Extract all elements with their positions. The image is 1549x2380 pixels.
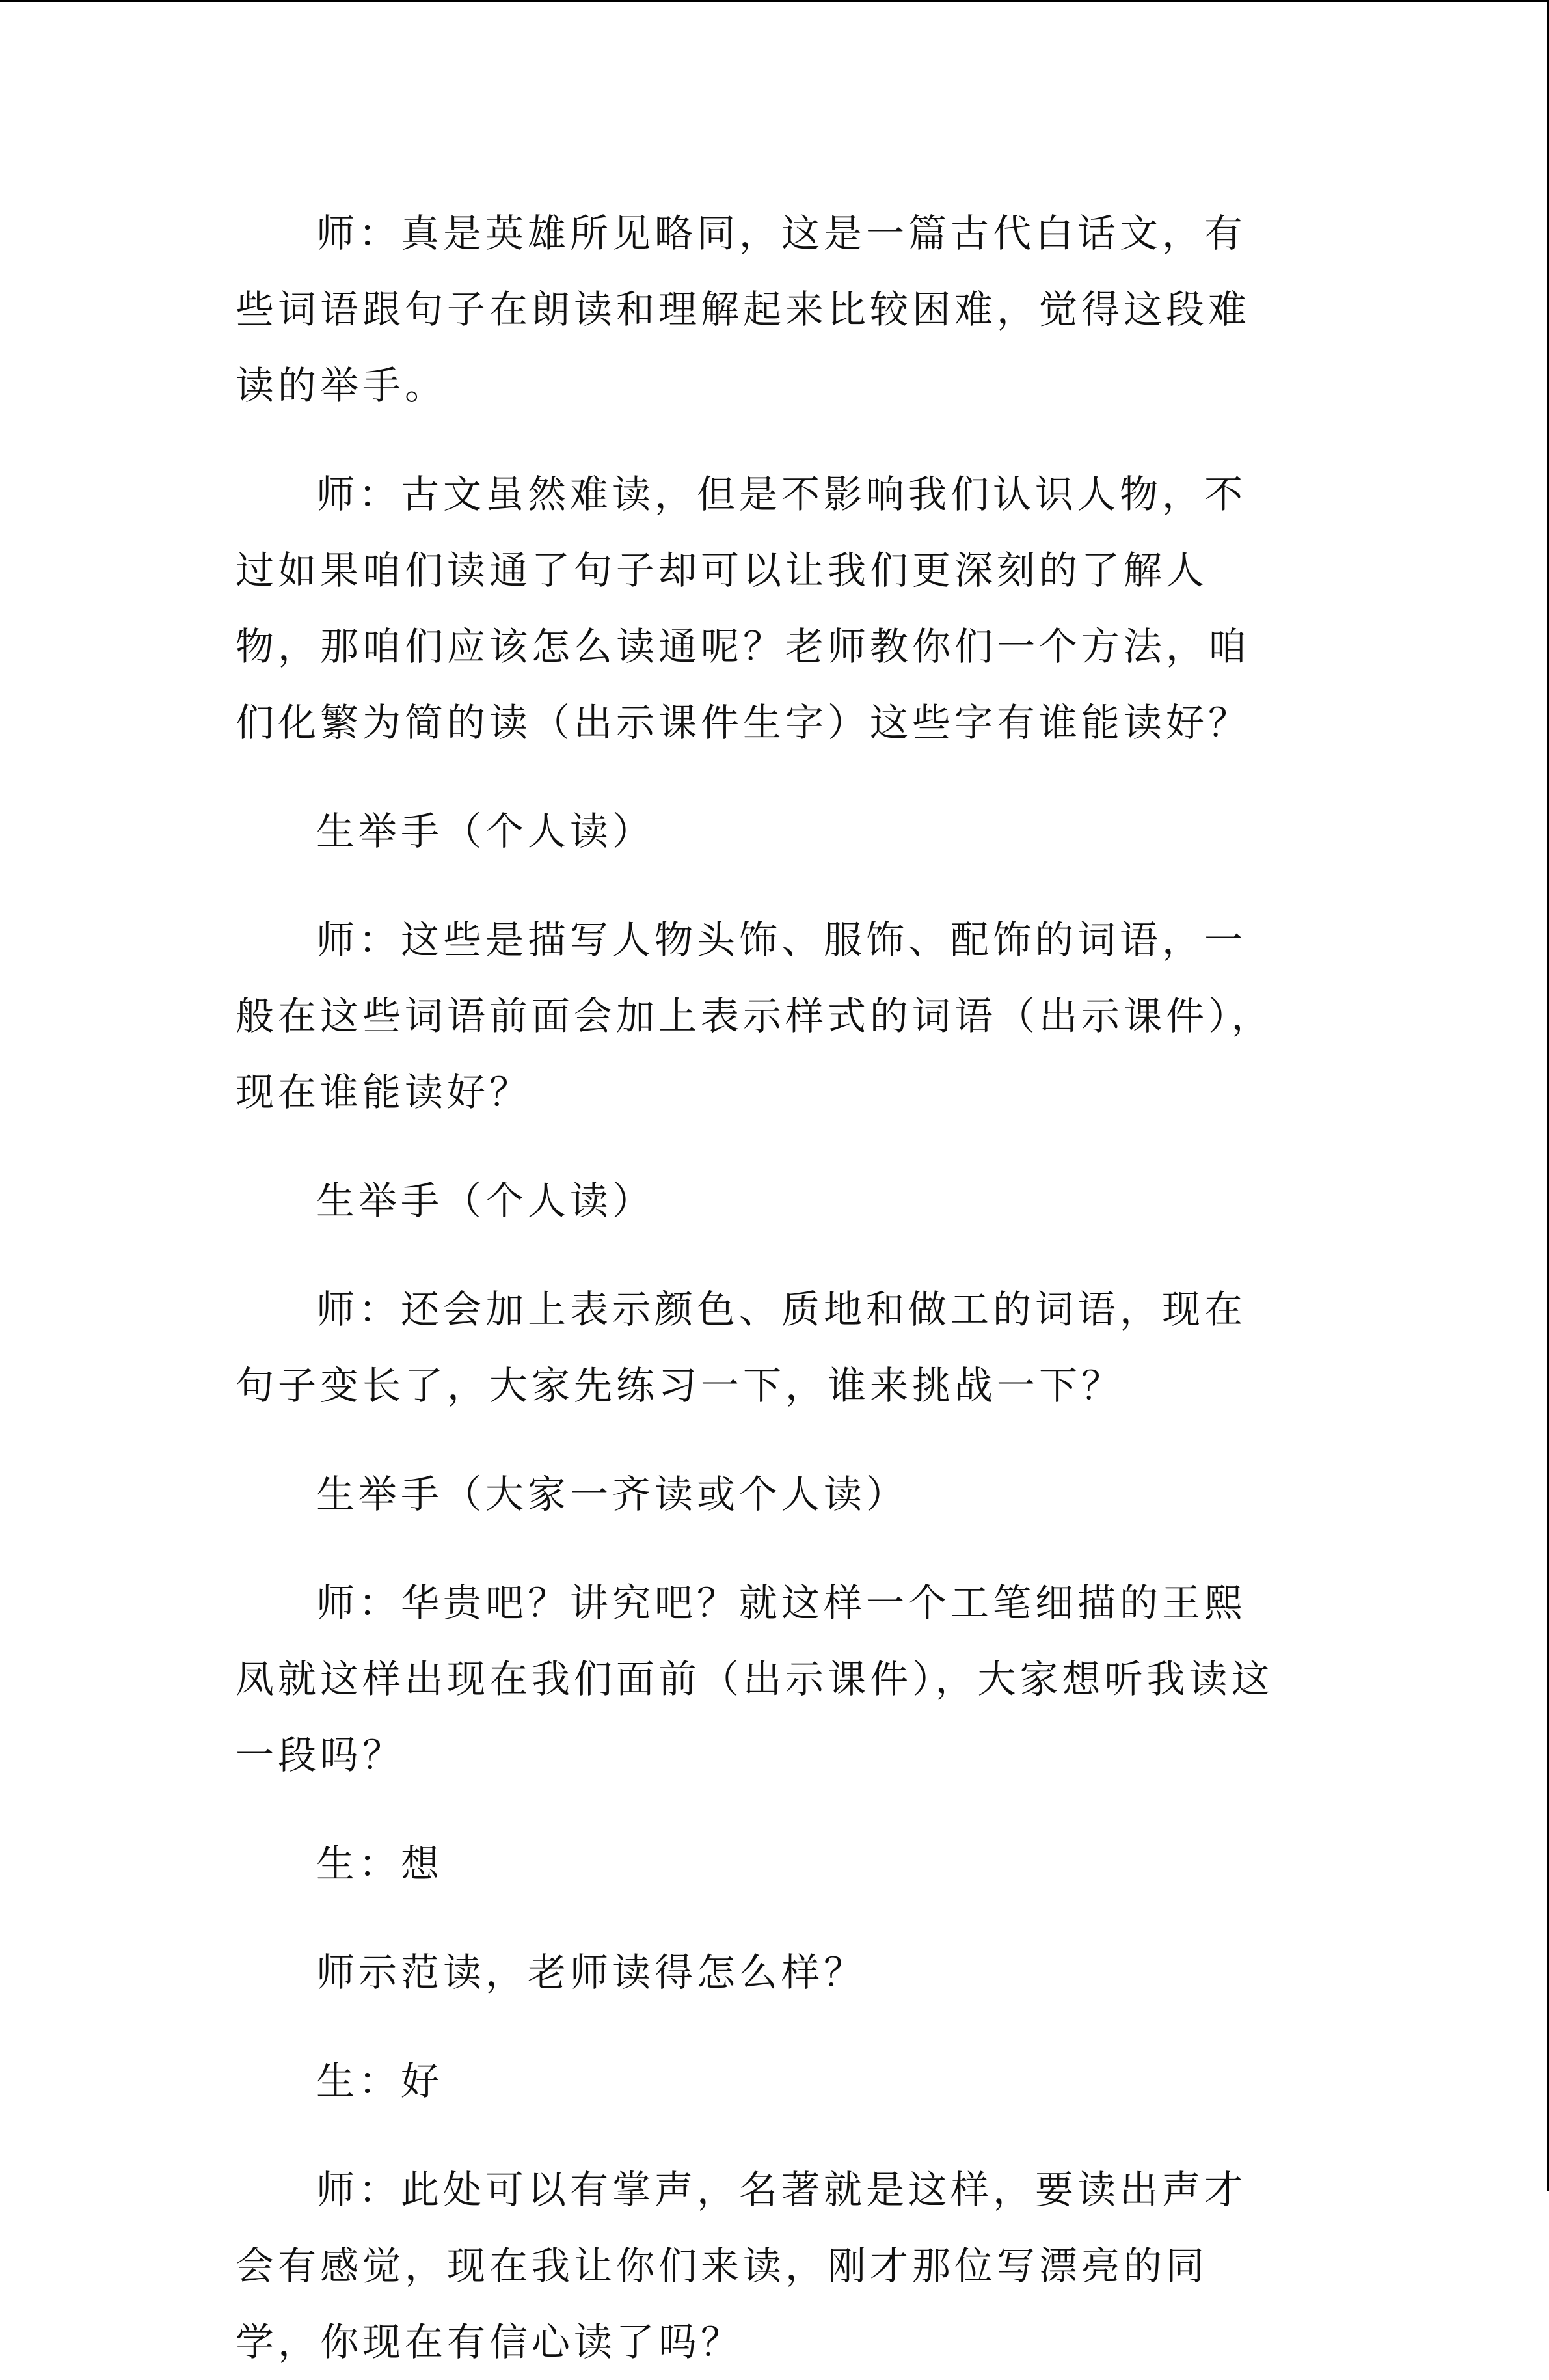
paragraph-10: 师示范读，老师读得怎么样？ [316, 1950, 867, 1995]
paragraph-8: 师：华贵吧？讲究吧？就这样一个工笔细描的王熙凤就这样出现在我们面前（出示课件），大家想听我读这一段吗？ [236, 1580, 1274, 1778]
paragraph-1: 师：真是英雄所见略同，这是一篇古代白话文，有些词语跟句子在朗读和理解起来比较困难，觉得这段难读的举手。 [236, 211, 1251, 408]
page-top-border [0, 0, 1549, 2]
paragraph-2: 师：古文虽然难读，但是不影响我们认识人物，不过如果咱们读通了句子却可以让我们更深刻的了解人物，那咱们应该怎么读通呢？老师教你们一个方法，咱们化繁为简的读（出示课件生字）这些字有谁能读好？ [236, 472, 1251, 745]
paragraph-5: 生举手（个人读） [316, 1178, 655, 1223]
document-body [236, 195, 1288, 2380]
paragraph-12: 师：此处可以有掌声，名著就是这样，要读出声才会有感觉，现在我让你们来读，刚才那位写漂亮的同学，你现在有信心读了吗？ [236, 2167, 1247, 2364]
paragraph-7: 生举手（大家一齐读或个人读） [316, 1472, 909, 1517]
paragraph-3: 生举手（个人读） [316, 809, 655, 854]
paragraph-11: 生：好 [316, 2059, 444, 2103]
paragraph-9: 生：想 [316, 1841, 444, 1886]
paragraph-4: 师：这些是描写人物头饰、服饰、配饰的词语，一般在这些词语前面会加上表示样式的词语（出示课件），现在谁能读好？ [236, 917, 1274, 1115]
paragraph-6: 师：还会加上表示颜色、质地和做工的词语，现在句子变长了，大家先练习一下，谁来挑战一下？ [236, 1287, 1247, 1408]
